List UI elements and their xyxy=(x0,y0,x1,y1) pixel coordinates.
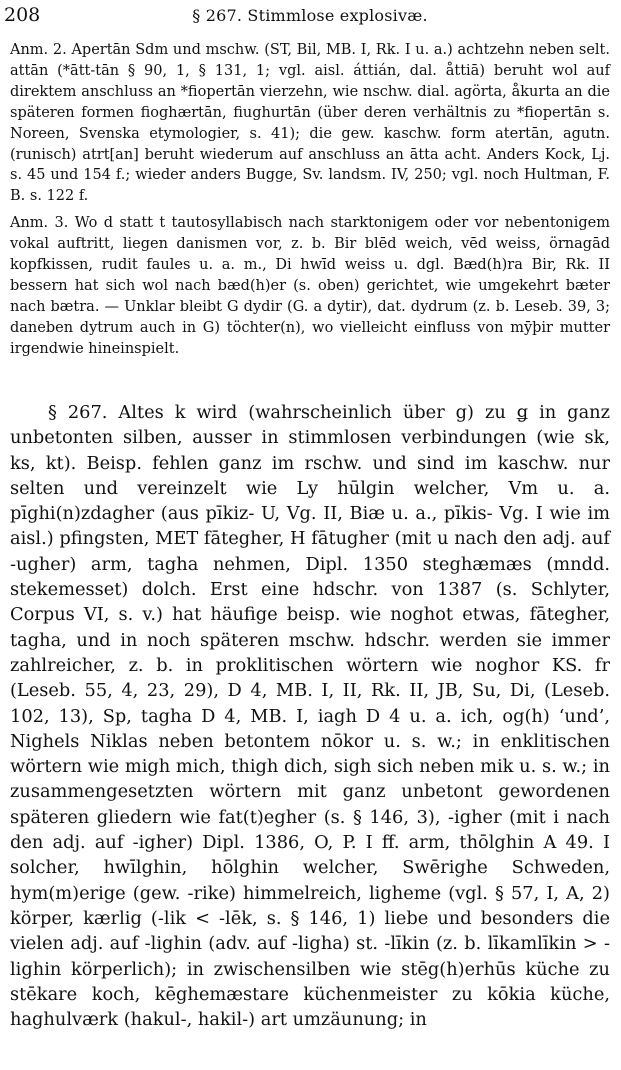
note-label: Anm. 2. xyxy=(10,42,67,58)
note-label: Anm. 3. xyxy=(10,215,69,232)
footnote-block xyxy=(10,40,610,360)
section-body: § 267. Altes k wird (wahrscheinlich über g) zu ǥ in ganz unbetonten silben, ausser in stimmlosen verbindungen (wie sk, ks, kt). Beisp. fehlen ganz im rschw. und sind im kaschw. nur selten und vereinzelt wie Ly hūlgin welcher, Vm u. a. pīghi(n)zdagher (aus pīkiz- U, Vg. II, Biæ u. a., pīkis- Vg. I wie im aisl.) pfingsten, MET fātegher, H fātugher (mit u nach den adj. auf -ugher) arm, tagha nehmen, Dipl. 1350 steghæmæs (mndd. stekemesset) dolch. Erst eine hdschr. von 1387 (s. Schlyter, Corpus VI, s. v.) hat häufige beisp. wie noghot etwas, fātegher, tagha, und in noch späteren mschw. hdschr. werden sie immer zahlreicher, z. b. in proklitischen wörtern wie noghor KS. fr (Leseb. 55, 4, 23, 29), D 4, MB. I, II, Rk. II, JB, Su, Di, (Leseb. 102, 13), Sp, tagha D 4, MB. I, iagh D 4 u. a. ich, og(h) ‘und’, Nighels Niklas neben betontem nōkor u. s. w.; in enklitischen wörtern wie migh mich, thigh dich, sigh sich neben mik u. s. w.; in zusammengesetzten wörtern mit ganz unbetont gewordenen späteren gliedern wie fat(t)egher (s. § 146, 3), -igher (mit i nach den adj. auf -igher) Dipl. 1386, O, P. I ff. arm, thōlghin A 49. I solcher, hwīlghin, hōlghin welcher, Swērighe Schweden, hym(m)erige (gew. -rike) himmelreich, ligheme (vgl. § 57, I, A, 2) körper, kærlig (-lik < -lēk, s. § 146, 1) liebe und besonders die vielen adj. auf -lighin (adv. auf -ligha) st. -līkin (z. b. līkamlīkin > -lighin körperlich); in zwischensilben wie stēg(h)erhūs küche zu stēkare koch, kēghemæstare küchenmeister zu kōkia küche, haghulværk (hakul-, hakil-) art umzäunung; in xyxy=(10,402,610,1031)
note-anm-2 xyxy=(10,40,610,207)
section-267 xyxy=(10,400,610,1032)
note-anm-3 xyxy=(10,213,610,359)
running-title: § 267. Stimmlose explosivæ. xyxy=(192,6,428,25)
note-text: Apertān Sdm und mschw. (ST, Bil, MB. I, Rk. I u. a.) achtzehn neben selt. attān (*ātt-tān § 90, 1, § 131, 1; vgl. aisl. áttián, dal. åttiā) beruht wol auf direktem anschluss an *fiopertān vierzehn, wie nschw. dial. agörta, åkurta an die späteren formen fioghærtān, fiughurtān (über deren verhältnis zu *fiopertān s. Noreen, Svenska etymologier, s. 41); die gew. kaschw. form atertān, agutn. (runisch) atrt[an] beruht wiederum auf anschluss an ātta acht. Anders Kock, Lj. s. 45 und 154 f.; wieder anders Bugge, Sv. landsm. IV, 250; vgl. noch Hultman, F. B. s. 122 f. xyxy=(10,42,610,205)
note-text: Wo d statt t tautosyllabisch nach starktonigem oder vor nebentonigem vokal auftritt, liegen danismen vor, z. b. Bir blēd weich, vēd weiss, örnagād kopfkissen, rudit faules u. a. m., Di hwīd weiss u. dgl. Bæd(h)ra Bir, Rk. II bessern hat sich wol nach bæd(h)er (s. oben) gerichtet, wie umgekehrt bæter nach bætra. — Unklar bleibt G dydir (G. a dytir), dat. dydrum (z. b. Leseb. 39, 3; daneben dytrum auch in G) töchter(n), wo vielleicht einfluss von mȳþir mutter irgendwie hineinspielt. xyxy=(10,215,610,357)
page-header xyxy=(4,4,616,26)
page-number: 208 xyxy=(4,4,41,26)
